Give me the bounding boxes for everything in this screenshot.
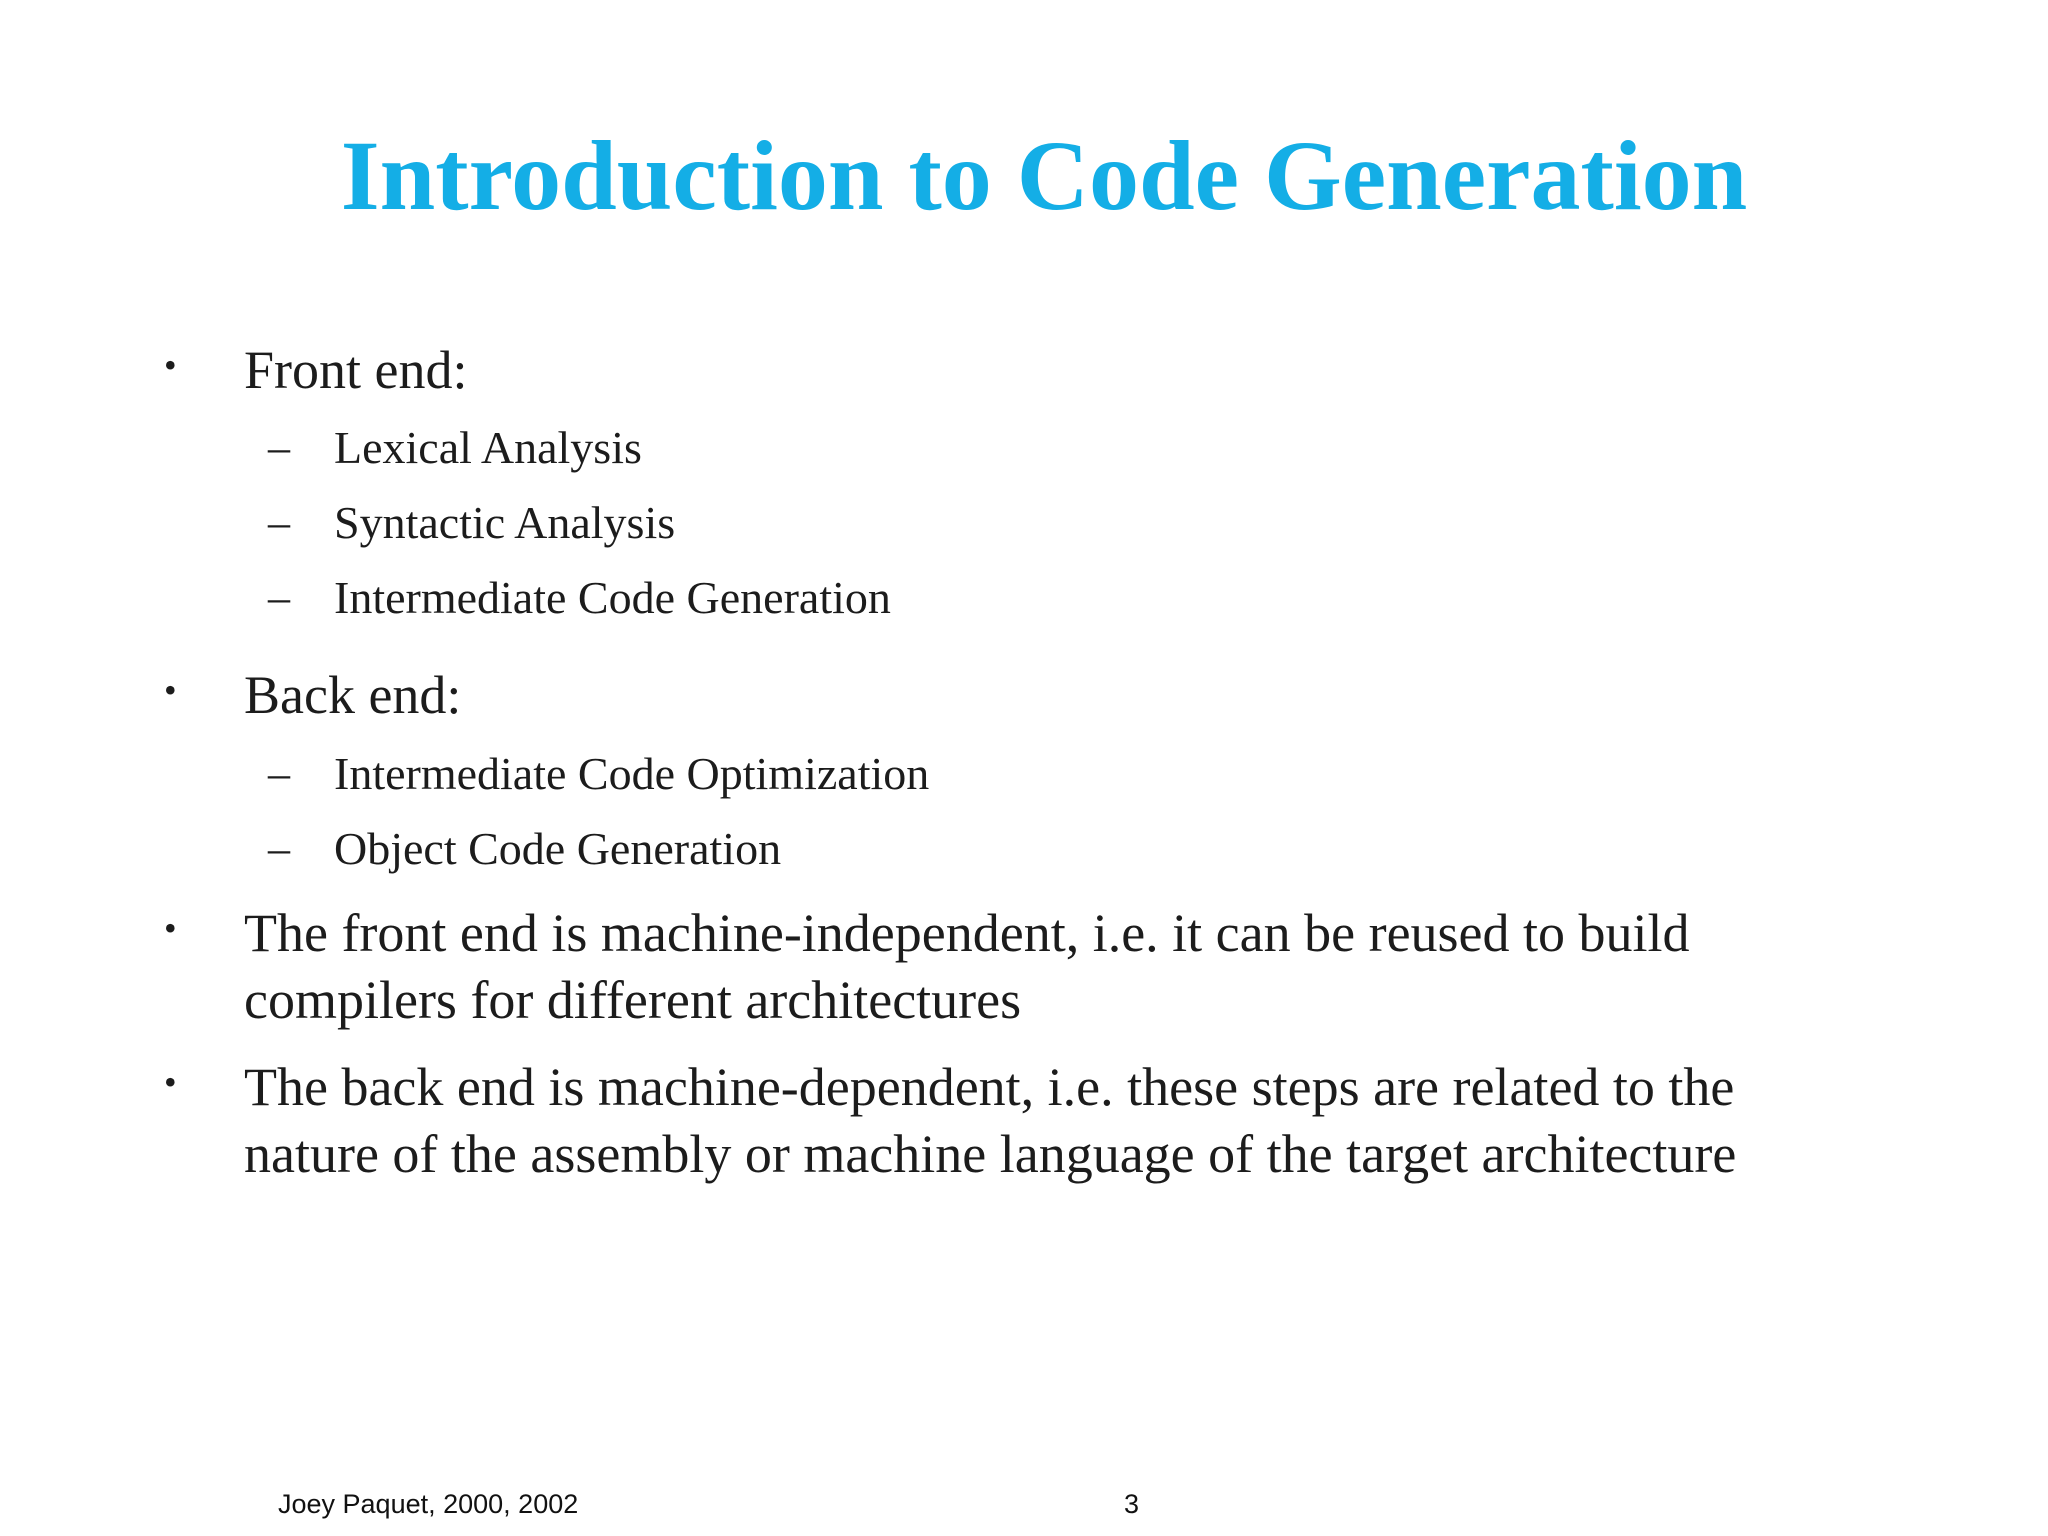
sub-text: Intermediate Code Generation xyxy=(334,572,891,623)
sub-marker: – xyxy=(268,423,290,472)
bullet-marker: • xyxy=(164,1062,177,1102)
sub-marker: – xyxy=(268,498,290,547)
footer-author: Joey Paquet, 2000, 2002 xyxy=(278,1489,579,1519)
sub-text: Syntactic Analysis xyxy=(334,497,676,548)
page-number: 3 xyxy=(1124,1489,1140,1519)
sub-marker: – xyxy=(268,573,290,622)
sub-text: Intermediate Code Optimization xyxy=(334,748,930,799)
sub-marker: – xyxy=(268,749,290,798)
slide-title: Introduction to Code Generation xyxy=(340,120,1748,231)
bullet-marker: • xyxy=(164,345,177,385)
bullet-marker: • xyxy=(164,670,177,710)
bullet-text: The front end is machine-independent, i.e. it can be reused to build compilers for different architectures xyxy=(244,903,1690,1030)
bullet-text: Back end: xyxy=(244,665,462,725)
sub-marker: – xyxy=(268,824,290,873)
bullet-text: Front end: xyxy=(244,340,468,400)
bullet-text: The back end is machine-dependent, i.e. these steps are related to the nature of the assembly or machine language of the target architecture xyxy=(244,1057,1737,1184)
sub-text: Lexical Analysis xyxy=(334,422,642,473)
bullet-marker: • xyxy=(164,908,177,948)
sub-text: Object Code Generation xyxy=(334,823,782,874)
